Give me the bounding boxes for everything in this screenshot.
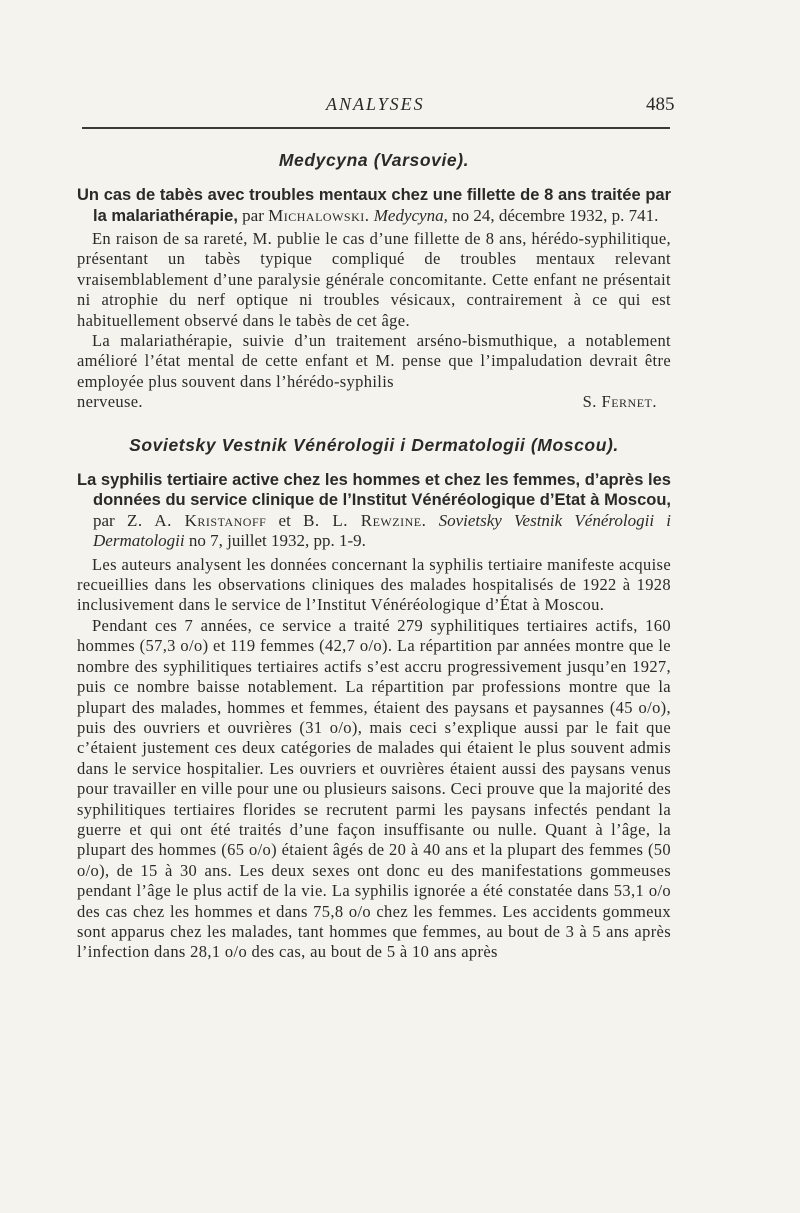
paragraph: La malariathérapie, suivie d’un traitement arséno-bismuthique, a notablement amélioré l’état mental de cette enfant et M. pense que l’impaludation devrait être employée plus souvent dans l’hérédo-syphilis [77,331,671,391]
article-by: par [242,205,264,225]
article-author: Michalowski. [268,205,370,225]
article-reference: no 24, décembre 1932, p. 741. [452,205,659,225]
article-author-1: Z. A. Kristanoff [126,510,267,530]
section-title-medycyna: Medycyna (Varsovie). [278,150,470,170]
paragraph: En raison de sa rareté, M. publie le cas d’une fillette de 8 ans, hérédo-syphilitique, présentant un tabès typique compliqué de troubles mentaux relevant vraisemblablement d’une paralysie générale concomitante. Cette enfant ne présentait ni atrophie du nerf optique ni troubles vésicaux, contrairement à ce qui est habituellement observé dans le tabès de cet âge. [77,229,671,330]
article-heading [77,470,671,552]
article-title: Un cas de tabès avec troubles mentaux chez une fillette de 8 ans traitée par la malariathérapie, [77,186,671,225]
header-rule [82,127,670,129]
article-and: et [278,510,291,530]
main-content [77,150,671,963]
section-title-sovietsky: Sovietsky Vestnik Vénérologii i Dermatologii (Moscou). [129,434,619,455]
paragraph: Pendant ces 7 années, ce service a traité 279 syphilitiques tertiaires actifs, 160 hommes (57,3 o/o) et 119 femmes (42,7 o/o). La répartition par années montre que le nombre des syphilitiques tertiaires actifs s’est accru progressivement jusqu’en 1927, puis ce nombre baisse notablement. La répartition par professions montre que la plupart des malades, hommes et femmes, étaient des paysans et paysannes (45 o/o), puis des ouvriers et ouvrières (31 o/o), mais ceci s’explique aussi par le fait que c’étaient justement ces deux catégories de malades qui étaient le plus souvent admis dans le service hospitalier. Les ouvriers et ouvrières étaient aussi des paysans venus pour travailler en ville pour une ou plusieurs saisons. Ceci prouve que la majorité des syphilitiques tertiaires florides se recrutent parmi les paysans infectés pendant la guerre et qui ont été traités d’une façon insuffisante ou nulle. Quant à l’âge, la plupart des hommes (65 o/o) étaient âgés de 20 à 40 ans et la plupart des femmes (50 o/o), de 15 à 30 ans. Les deux sexes ont donc eu des manifestations gommeuses pendant l’âge le plus actif de la vie. La syphilis ignorée a été constatée dans 53,1 o/o des cas chez les hommes et dans 75,8 o/o chez les femmes. Les accidents gommeux sont apparus chez les malades, tant hommes que femmes, au bout de 3 à 5 ans après l’infection dans 28,1 o/o des cas, au bout de 5 à 10 ans après [77,615,671,962]
paragraph-end: nerveuse. [77,392,143,412]
running-head-title: ANALYSES [326,94,425,114]
article-by: par [93,510,115,530]
article-journal: Medycyna, [373,205,448,225]
article-reference: no 7, juillet 1932, pp. 1-9. [188,531,366,551]
article-journal: Sovietsky Vestnik Vénérologii i Dermatologii [93,510,672,551]
running-head [0,94,800,122]
signature-line [77,392,671,412]
article-author-2: B. L. Rewzine. [303,510,427,530]
article-title: La syphilis tertiaire active chez les hommes et chez les femmes, d’après les données du service clinique de l’Institut Vénéréologique d’Etat à Moscou, [77,470,671,510]
article-heading [77,185,671,226]
page-number: 485 [646,94,675,115]
reviewer-signature: S. Fernet. [582,392,657,412]
paragraph: Les auteurs analysent les données concernant la syphilis tertiaire manifeste acquise recueillies dans les observations cliniques des malades hospitalisés de 1922 à 1928 inclusivement dans le service de l’Institut Vénéréologique d’État à Moscou. [77,554,671,615]
